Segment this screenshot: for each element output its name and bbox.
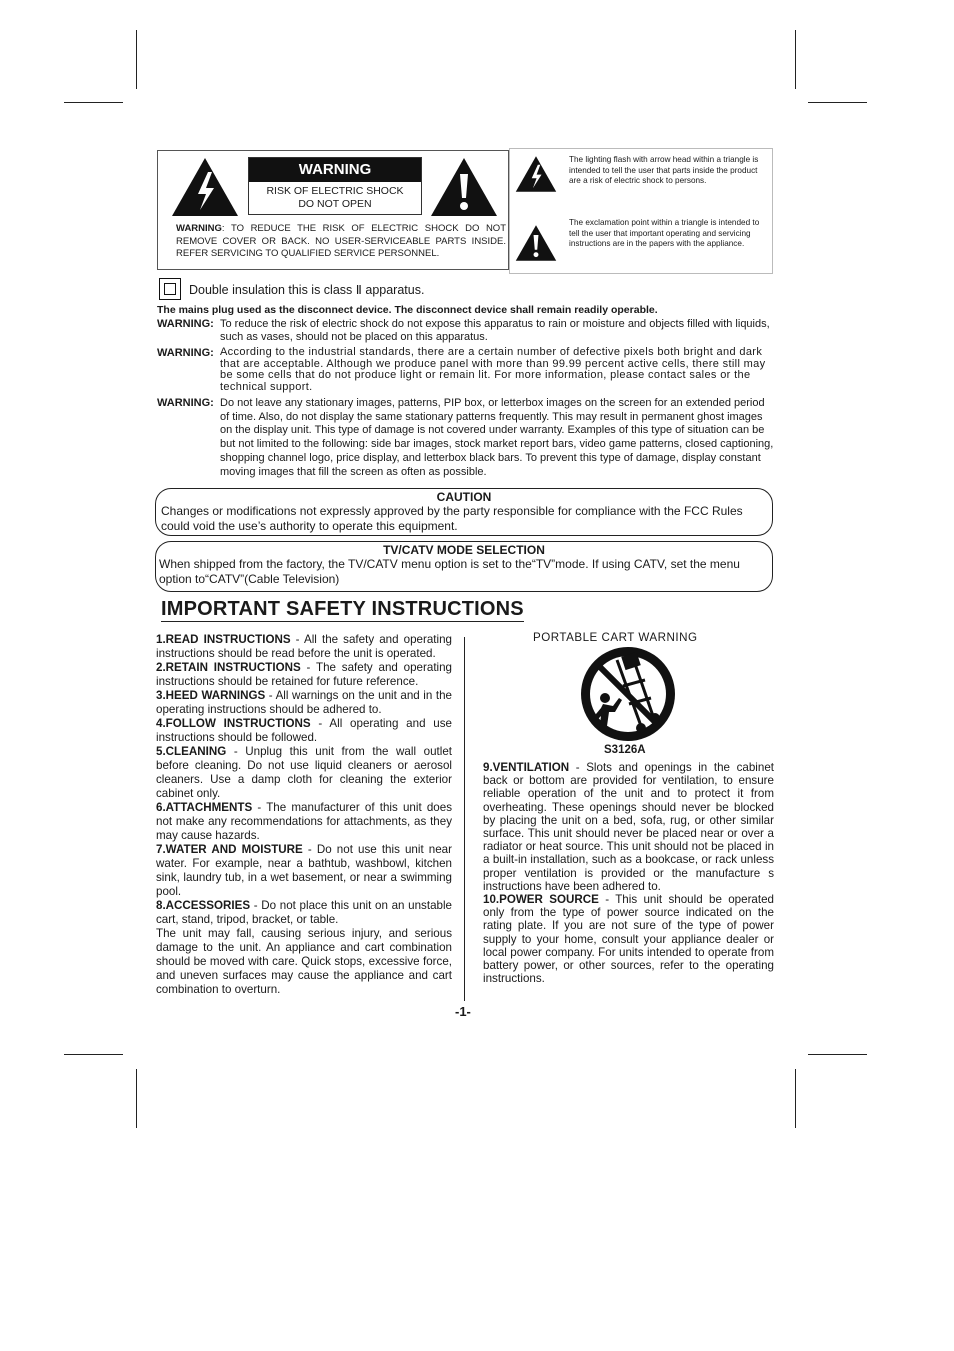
- exclamation-triangle-icon: [429, 156, 499, 218]
- crop-mark: [136, 1069, 137, 1128]
- instruction-text: - Do not use this unit near water. For example, near a bathtub, washbowl, kitchen sink, laundry tub, in a wet basement, or near a swimming pool.: [156, 843, 452, 898]
- accessories-extra: The unit may fall, causing serious injury, and serious damage to the unit. An appliance and cart combination should be moved with care. Quick stops, excessive force, and uneven surfaces may cause the appliance and cart combination to overturn.: [156, 927, 452, 996]
- instruction-item: [156, 801, 452, 843]
- lightning-note: The lighting flash with arrow head within a triangle is intended to tell the user that parts inside the product are a risk of electric shock to persons.: [569, 155, 759, 186]
- instruction-head: 2.RETAIN INSTRUCTIONS: [156, 661, 301, 674]
- instruction-text: - All operating and use instructions should be followed.: [156, 717, 452, 744]
- crop-mark: [64, 102, 123, 103]
- warning-label: [248, 157, 422, 215]
- cart-warning-title: PORTABLE CART WARNING: [533, 631, 698, 644]
- crop-mark: [795, 1069, 796, 1128]
- instruction-head: 3.HEED WARNINGS: [156, 689, 266, 702]
- warning-text-1: To reduce the risk of electric shock do not expose this apparatus to rain or moisture and objects filled with liquids, such as vases, should not be placed on this apparatus.: [220, 318, 770, 343]
- instruction-item: [483, 893, 774, 985]
- instruction-item: [156, 633, 452, 661]
- page-number: -1-: [455, 1004, 471, 1019]
- cart-code: S3126A: [604, 744, 646, 756]
- instruction-head: 6.ATTACHMENTS: [156, 801, 253, 814]
- instruction-head: 10.POWER SOURCE: [483, 893, 599, 907]
- exclamation-triangle-icon: [514, 224, 558, 262]
- instruction-item: [156, 843, 452, 899]
- crop-mark: [136, 30, 137, 89]
- instruction-item: [156, 745, 452, 801]
- crop-mark: [808, 102, 867, 103]
- crop-mark: [795, 30, 796, 89]
- instruction-head: 4.FOLLOW INSTRUCTIONS: [156, 717, 311, 730]
- instruction-item: [156, 689, 452, 717]
- instruction-item: [156, 661, 452, 689]
- instruction-text: - This unit should be operated only from the type of power source indicated on the rating plate. If you are not sure of the type of power supply to your home, consult your appliance dealer or local power company. For units intended to operate from battery power, or other sources, refer to the operating instructions.: [483, 893, 775, 986]
- page-title: IMPORTANT SAFETY INSTRUCTIONS: [161, 598, 524, 620]
- instructions-right-column: [483, 761, 774, 985]
- warning-text-2: According to the industrial standards, there are a certain number of defective pixels both bright and dark that are acceptable. Although we produce panel with more than 99.99 percent active cells, there still may be some cells that do not produce light or remain lit. For more information, please contact sales or the technical support.: [220, 346, 766, 393]
- lightning-triangle-icon: [170, 156, 240, 218]
- warning-notice-text: : TO REDUCE THE RISK OF ELECTRIC SHOCK DO NOT REMOVE COVER OR BACK. NO USER-SERVICEABLE PARTS INSIDE. REFER SERVICING TO QUALIFIED SERVICE PERSONNEL.: [176, 223, 506, 260]
- warning-label-line2: DO NOT OPEN: [298, 198, 372, 210]
- tvcatv-box: [155, 541, 773, 592]
- instruction-head: 9.VENTILATION: [483, 761, 570, 774]
- warning-label-header: WARNING: [249, 158, 421, 182]
- instruction-text: - Unplug this unit from the wall outlet before cleaning. Do not use liquid cleaners or aerosol cleaners. Use a damp cloth for cleaning the exterior cabinet only.: [156, 745, 452, 800]
- column-divider: [464, 637, 465, 1001]
- tvcatv-title: TV/CATV MODE SELECTION: [383, 543, 545, 557]
- exclamation-note: The exclamation point within a triangle is intended to tell the user that important operating and servicing instructions are in the papers with the appliance.: [569, 218, 760, 249]
- warning-label-body: [249, 182, 421, 211]
- warning-text-3: Do not leave any stationary images, patterns, PIP box, or letterbox images on the screen for an extended period of time. Also, do not display the same stationary patterns frequently. This may result in permanent ghost images on the display unit. This type of damage is not covered under warranty. Examples of this type of situation can be but not limited to the following: side bar images, stock market report bars, video game patterns, closed captioning, shopping channel logo, price display, and letterbox black bars. To prevent this type of damage, display constant moving images that fill the screen as often as possible.: [220, 397, 774, 478]
- instruction-head: 8.ACCESSORIES: [156, 899, 251, 912]
- instruction-text: - Slots and openings in the cabinet back or bottom are provided for ventilation, to ensure reliable operation of the unit and to protect it from overheating. These openings should never be blocked by placing the unit on a bed, sofa, rug, or other similar surface. This unit should never be placed near or over a radiator or heat source. This unit should not be placed in a built-in installation, such as a bookcase, or rack unless proper ventilation is provided or the manufacture s instructions have been adhered to.: [483, 761, 774, 893]
- warning-notice: [176, 223, 506, 261]
- no-tipping-cart-icon: [579, 646, 677, 742]
- warning-label-2: WARNING:: [157, 347, 214, 359]
- double-square-icon: [159, 278, 181, 300]
- instruction-head: 5.CLEANING: [156, 745, 227, 758]
- instruction-text: - The safety and operating instructions should be retained for future reference.: [156, 661, 453, 688]
- instruction-text: - Do not place this unit on an unstable cart, stand, tripod, bracket, or table.: [156, 899, 452, 926]
- instruction-head: 7.WATER AND MOISTURE: [156, 843, 303, 856]
- instruction-text: - All the safety and operating instructions should be read before the unit is operated.: [156, 633, 452, 660]
- caution-text: Changes or modifications not expressly approved by the party responsible for compliance with the FCC Rules could void the use’s authority to operate this equipment.: [161, 504, 743, 533]
- mains-plug-note: The mains plug used as the disconnect device. The disconnect device shall remain readily operable.: [157, 304, 658, 316]
- warning-notice-lead: WARNING: [176, 223, 222, 234]
- tvcatv-text: When shipped from the factory, the TV/CATV menu option is set to the“TV”mode. If using CATV, set the menu option to“CATV”(Cable Television): [159, 557, 740, 586]
- instruction-text: - The manufacturer of this unit does not make any recommendations for attachments, as they may cause hazards.: [156, 801, 452, 842]
- caution-title: CAUTION: [436, 490, 492, 504]
- instruction-text: - All warnings on the unit and in the operating instructions should be adhered to.: [156, 689, 452, 716]
- crop-mark: [64, 1054, 123, 1055]
- instruction-item: [156, 899, 452, 927]
- instruction-item: [156, 717, 452, 745]
- lightning-triangle-icon: [514, 155, 558, 193]
- double-insulation-text: Double insulation this is class Ⅱ apparatus.: [189, 283, 425, 297]
- instruction-item: [483, 761, 774, 893]
- warning-label-line1: RISK OF ELECTRIC SHOCK: [266, 185, 404, 197]
- instructions-left-column: [156, 633, 452, 997]
- caution-box: [155, 488, 773, 536]
- warning-label-3: WARNING:: [157, 397, 214, 409]
- instruction-head: 1.READ INSTRUCTIONS: [156, 633, 291, 646]
- warning-label-1: WARNING:: [157, 318, 214, 330]
- crop-mark: [808, 1054, 867, 1055]
